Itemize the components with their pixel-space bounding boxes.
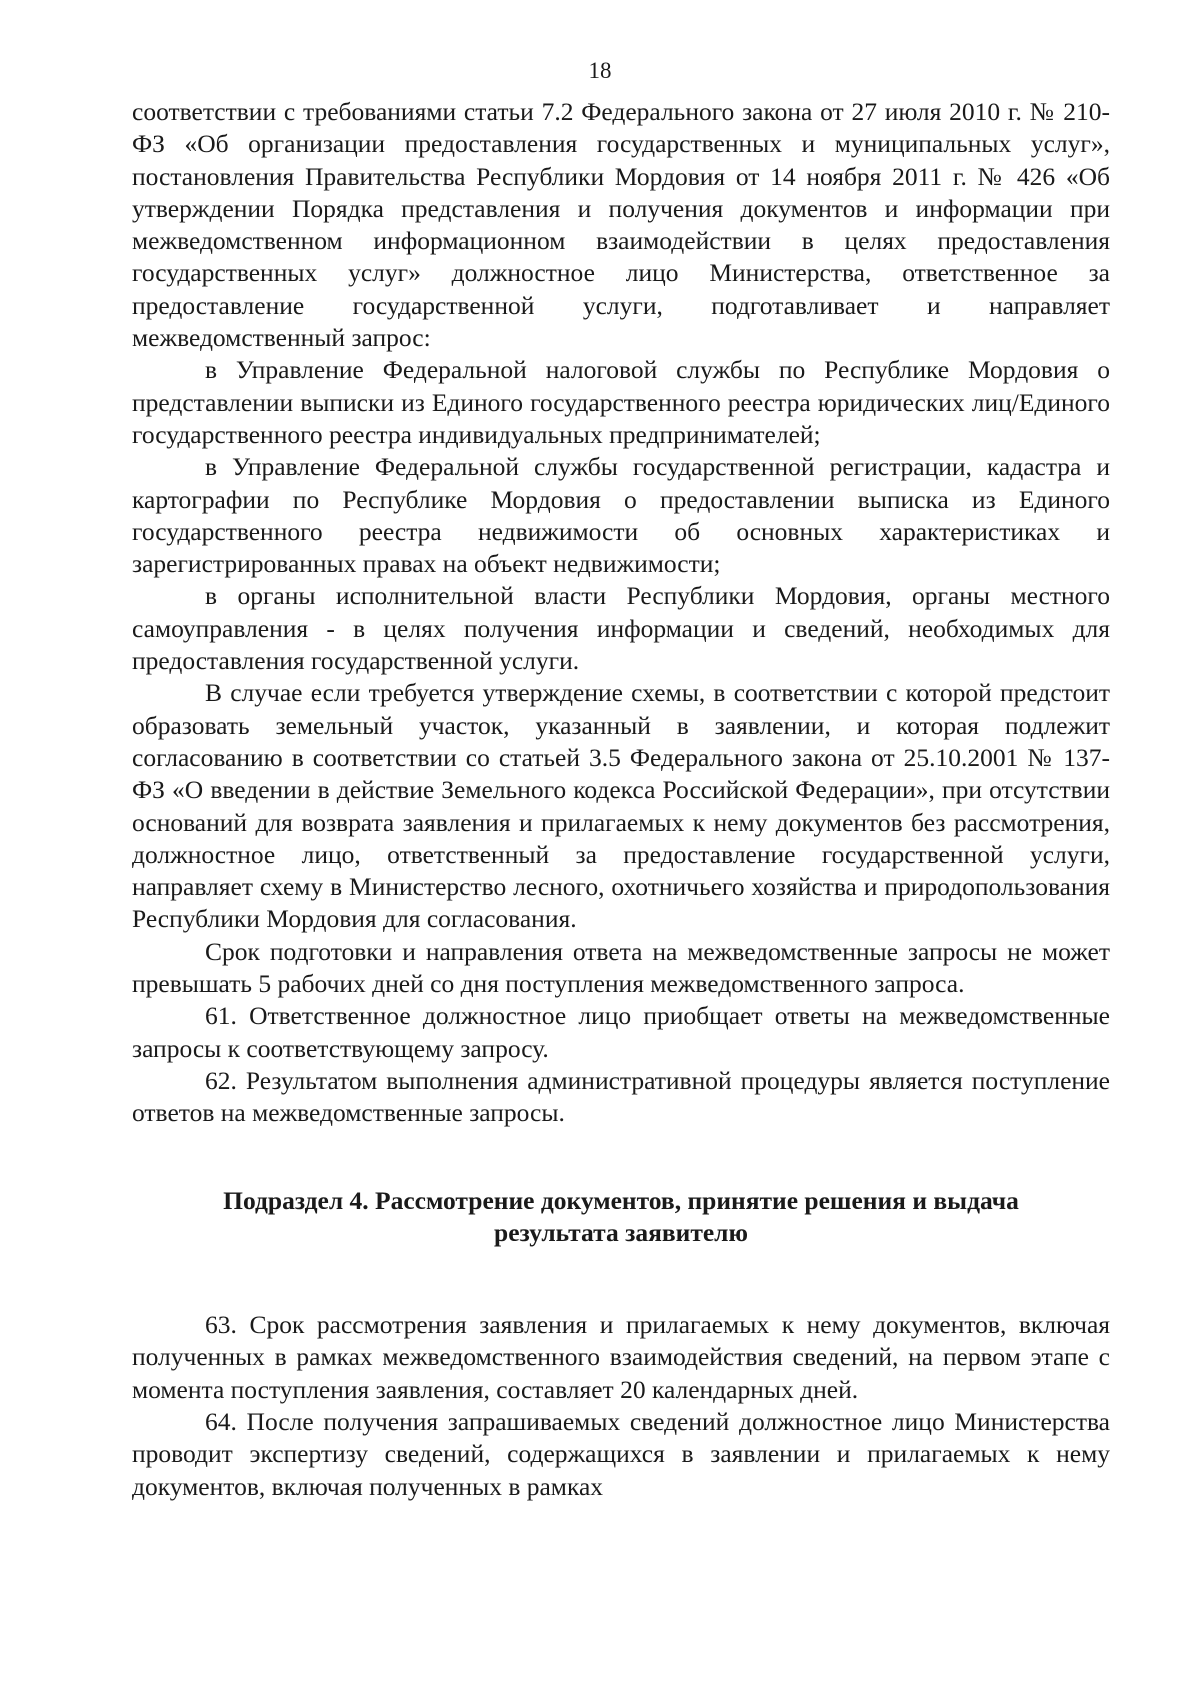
- paragraph-63: 63. Срок рассмотрения заявления и прилагаемых к нему документов, включая полученных в рамках межведомственного взаимодействия сведений, на первом этапе с момента поступления заявления, составляет 20 календарных дней.: [132, 1310, 1110, 1404]
- subsection-heading: Подраздел 4. Рассмотрение документов, принятие решения и выдача результата заявителю: [223, 1185, 1019, 1247]
- paragraph-61: 61. Ответственное должностное лицо приобщает ответы на межведомственные запросы к соответствующему запросу.: [132, 1001, 1110, 1063]
- document-body: [132, 96, 1110, 1503]
- paragraph-tax-service: в Управление Федеральной налоговой службы по Республике Мордовия о представлении выписки из Единого государственного реестра юридических лиц/Единого государственного реестра индивидуальных предпринимателей;: [132, 355, 1110, 449]
- paragraph-62: 62. Результатом выполнения административной процедуры является поступление ответов на межведомственные запросы.: [132, 1065, 1110, 1128]
- paragraph-64: 64. После получения запрашиваемых сведений должностное лицо Министерства проводит экспертизу сведений, содержащихся в заявлении и прилагаемых к нему документов, включая полученных в рамках: [132, 1406, 1110, 1501]
- paragraph-response-deadline: Срок подготовки и направления ответа на межведомственные запросы не может превышать 5 рабочих дней со дня поступления межведомственного запроса.: [132, 936, 1110, 999]
- page-number: 18: [588, 58, 612, 83]
- paragraph-continuation: соответствии с требованиями статьи 7.2 Федерального закона от 27 июля 2010 г. № 210-ФЗ «Об организации предоставления государственных и муниципальных услуг», постановления Правительства Республики Мордовия от 14 ноября 2011 г. № 426 «Об утверждении Порядка представления и получения документов и информации при межведомственном информационном взаимодействии в целях предоставления государственных услуг» должностное лицо Министерства, ответственное за предоставление государственной услуги, подготавливает и направляет межведомственный запрос:: [132, 97, 1110, 353]
- paragraph-scheme-approval: В случае если требуется утверждение схемы, в соответствии с которой предстоит образовать земельный участок, указанный в заявлении, и которая подлежит согласованию в соответствии со статьей 3.5 Федерального закона от 25.10.2001 № 137-ФЗ «О введении в действие Земельного кодекса Российской Федерации», при отсутствии оснований для возврата заявления и прилагаемых к нему документов без рассмотрения, должностное лицо, ответственный за предоставление государственной услуги, направляет схему в Министерство лесного, охотничьего хозяйства и природопользования Республики Мордовия для согласования.: [132, 678, 1110, 934]
- paragraph-executive-bodies: в органы исполнительной власти Республики Мордовия, органы местного самоуправления - в целях получения информации и сведений, необходимых для предоставления государственной услуги.: [132, 581, 1110, 676]
- paragraph-registration-service: в Управление Федеральной службы государственной регистрации, кадастра и картографии по Республике Мордовия о предоставлении выписка из Единого государственного реестра недвижимости об основных характеристиках и зарегистрированных правах на объект недвижимости;: [132, 452, 1110, 579]
